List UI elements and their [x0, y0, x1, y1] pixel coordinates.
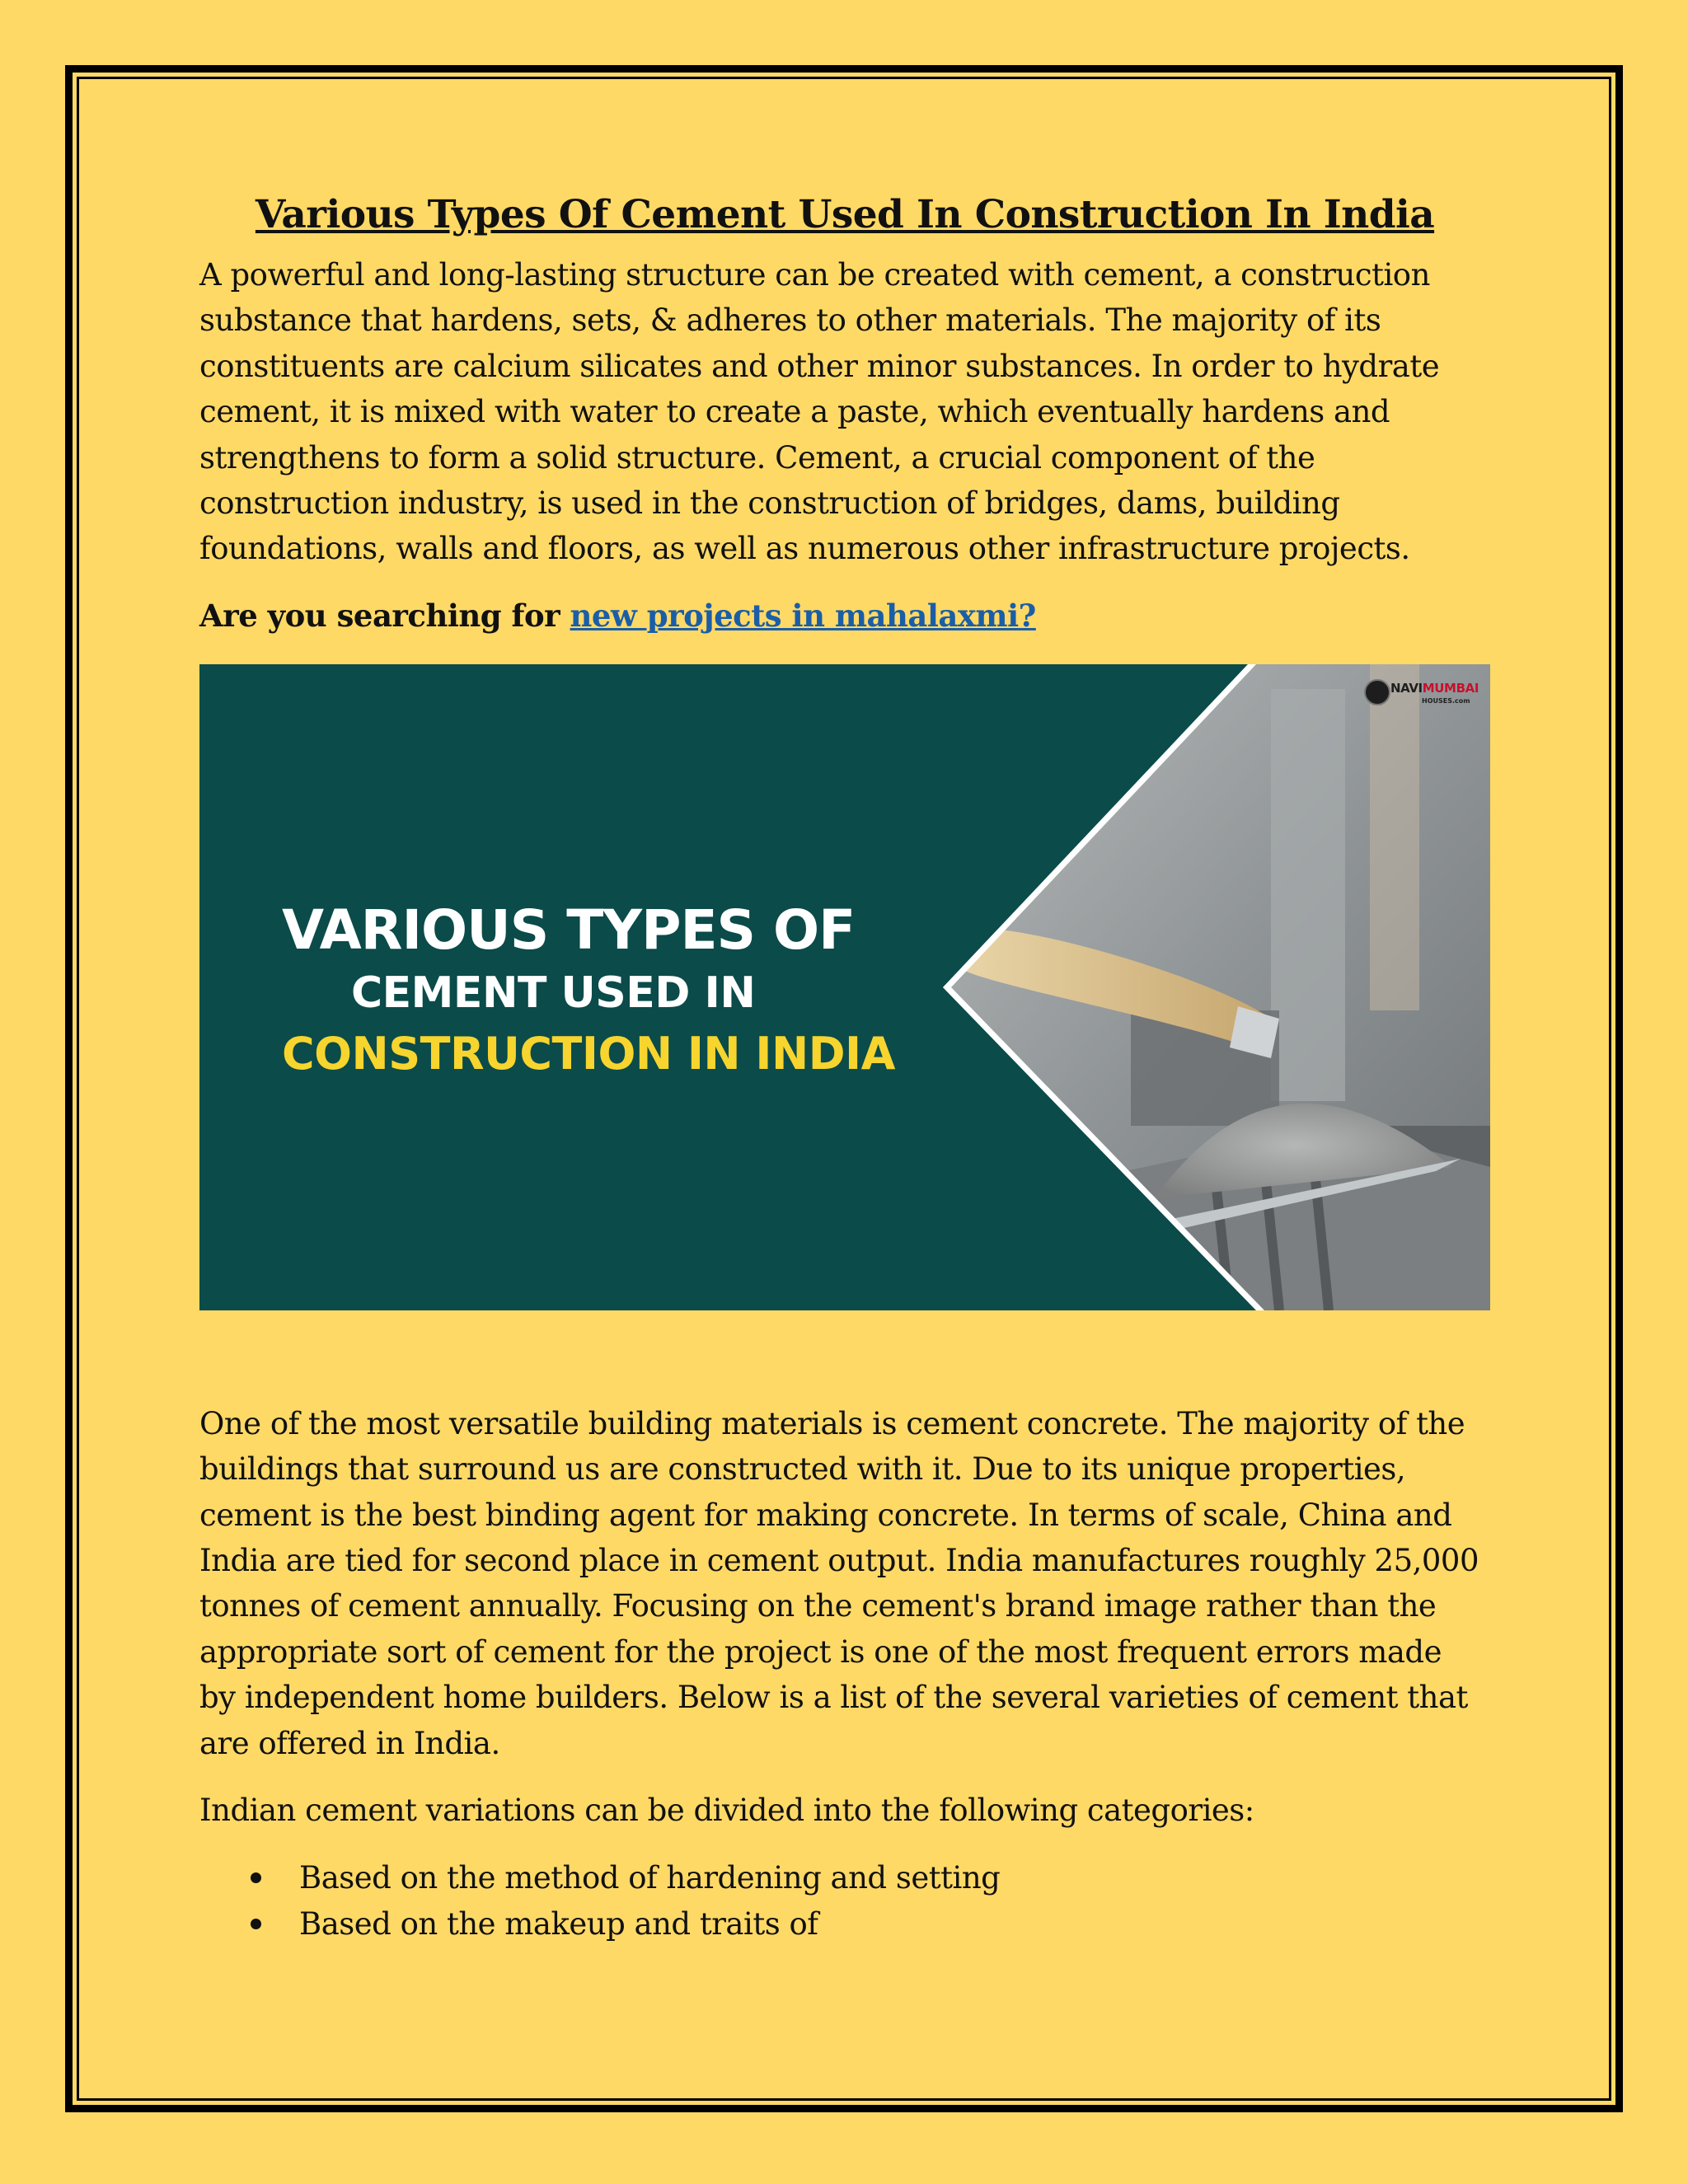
intro-line: construction industry, is used in the construction of bridges, dams, building: [199, 485, 1340, 522]
intro-line: strengthens to form a solid structure. Cement, a crucial component of the: [199, 439, 1315, 476]
body-line: are offered in India.: [199, 1725, 500, 1761]
intro-line: substance that hardens, sets, & adheres to other materials. The majority of its: [199, 302, 1381, 339]
banner-image: [199, 664, 1490, 1310]
body-line: buildings that surround us are constructed with it. Due to its unique properties,: [199, 1451, 1406, 1488]
categories-intro: Indian cement variations can be divided into the following categories:: [199, 1793, 1254, 1829]
document-title: Various Types Of Cement Used In Construction In India: [255, 192, 1435, 237]
banner-line-3: CONSTRUCTION IN INDIA: [282, 1027, 895, 1080]
search-prefix: Are you searching for: [199, 597, 570, 634]
intro-line: cement, it is mixed with water to create a paste, which eventually hardens and: [199, 394, 1390, 430]
banner-headline: [282, 899, 925, 1084]
search-callout: [199, 593, 1490, 639]
list-item-text: Based on the makeup and traits of: [299, 1905, 818, 1942]
bullet-icon: [251, 1872, 261, 1883]
body-line: cement is the best binding agent for making concrete. In terms of scale, China and: [199, 1497, 1452, 1533]
body-line: by independent home builders. Below is a list of the several varieties of cement that: [199, 1680, 1468, 1716]
list-item: [199, 1901, 1490, 1947]
body-paragraph: [199, 1401, 1490, 1766]
body-line: One of the most versatile building materials is cement concrete. The majority of the: [199, 1405, 1465, 1441]
bullet-icon: [251, 1919, 261, 1929]
logo-subtext: HOUSES.com: [1422, 696, 1470, 705]
intro-line: foundations, walls and floors, as well as numerous other infrastructure projects.: [199, 531, 1410, 567]
body-line: India are tied for second place in cement output. India manufactures roughly 25,000: [199, 1543, 1479, 1579]
logo-text-navi: NAVI: [1390, 680, 1423, 696]
logo-mark-icon: [1364, 679, 1390, 705]
logo-text-mumbai: MUMBAI: [1422, 680, 1479, 696]
list-item: [199, 1855, 1490, 1901]
banner-line-2: CEMENT USED IN: [351, 968, 756, 1018]
body-line: tonnes of cement annually. Focusing on the cement's brand image rather than the: [199, 1588, 1437, 1624]
intro-line: constituents are calcium silicates and other minor substances. In order to hydrate: [199, 348, 1440, 384]
intro-paragraph: [199, 252, 1490, 572]
categories-list: [199, 1855, 1490, 1947]
navimumbai-logo: [1364, 676, 1478, 712]
list-item-text: Based on the method of hardening and setting: [299, 1859, 1001, 1896]
intro-line: A powerful and long-lasting structure can be created with cement, a construction: [199, 257, 1430, 293]
banner-line-1: VARIOUS TYPES OF: [282, 898, 856, 962]
logo-text: [1390, 681, 1479, 696]
document-content: [199, 190, 1490, 1947]
body-line: appropriate sort of cement for the project is one of the most frequent errors made: [199, 1633, 1442, 1670]
new-projects-link[interactable]: new projects in mahalaxmi?: [570, 597, 1036, 634]
